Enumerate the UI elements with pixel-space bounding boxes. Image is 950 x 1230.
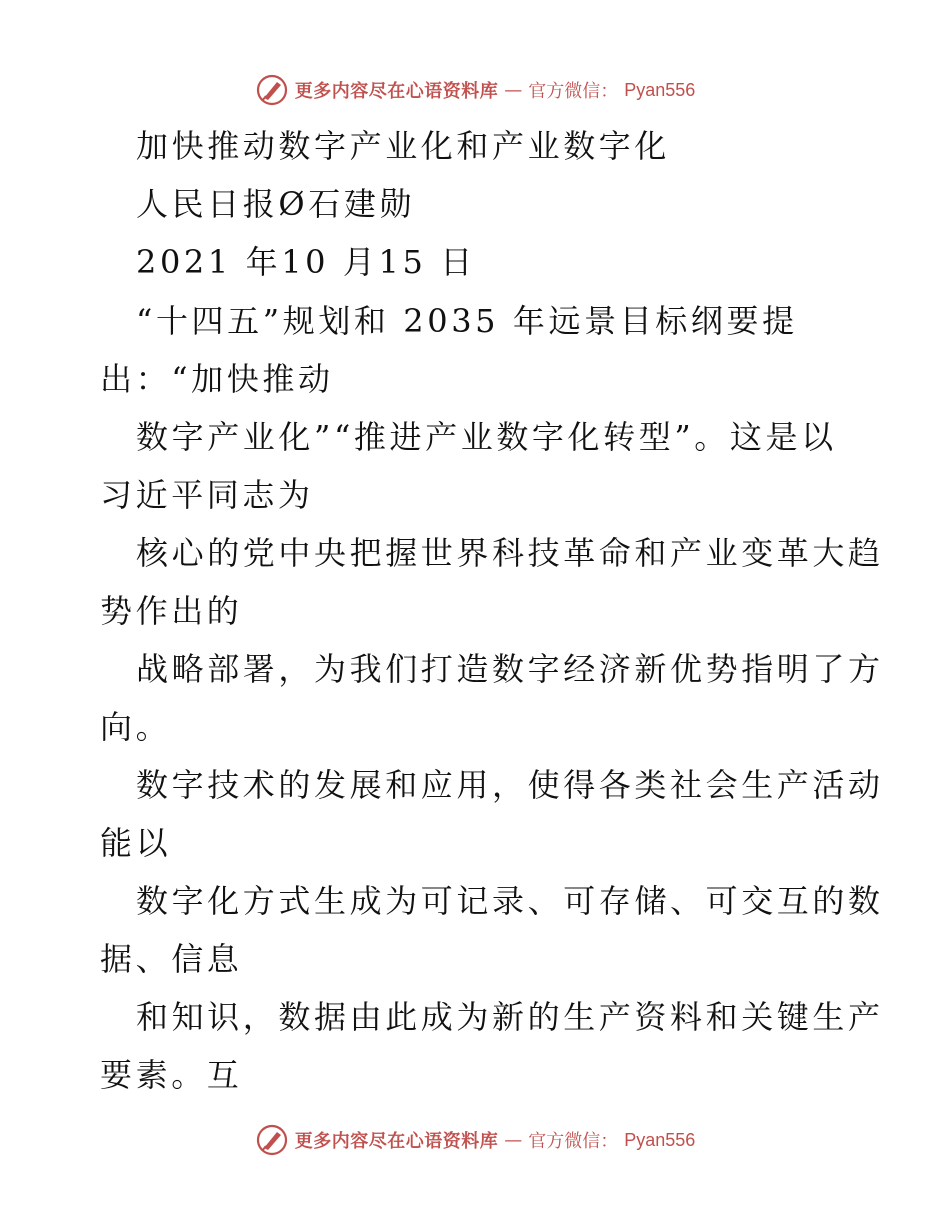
- paragraph-line: 习近平同志为: [100, 476, 314, 514]
- paragraph-line: “十四五”规划和 2035 年远景目标纲要提: [136, 302, 798, 340]
- document-byline: 人民日报Ø石建勋: [136, 185, 416, 223]
- paragraph-line: 能以: [100, 824, 172, 862]
- watermark-wechat-label: 官方微信：: [528, 81, 619, 102]
- paragraph-line: 战略部署，为我们打造数字经济新优势指明了方: [136, 650, 884, 688]
- paragraph-line: 据、信息: [100, 940, 243, 978]
- paragraph-line: 出：“加快推动: [100, 360, 334, 398]
- watermark-separator: —: [504, 79, 523, 101]
- paragraph-line: 核心的党中央把握世界科技革命和产业变革大趋: [136, 534, 884, 572]
- document-title: 加快推动数字产业化和产业数字化: [136, 127, 671, 165]
- footer-watermark: [0, 1120, 950, 1160]
- paragraph-line: 数字技术的发展和应用，使得各类社会生产活动: [136, 766, 884, 804]
- watermark-wechat-id: Pyan556: [624, 79, 696, 100]
- watermark-separator: —: [504, 1129, 523, 1151]
- watermark-text: 更多内容尽在心语资料库: [294, 1131, 499, 1152]
- watermark-text: 更多内容尽在心语资料库: [294, 81, 499, 102]
- paragraph-line: 数字产业化”“推进产业数字化转型”。这是以: [136, 418, 837, 456]
- watermark-wechat-label: 官方微信：: [528, 1131, 619, 1152]
- paragraph-line: 势作出的: [100, 592, 243, 630]
- paragraph-line: 和知识，数据由此成为新的生产资料和关键生产: [136, 998, 884, 1036]
- paragraph-line: 向。: [100, 708, 172, 746]
- paragraph-line: 数字化方式生成为可记录、可存储、可交互的数: [136, 882, 884, 920]
- document-date: 2021 年10 月15 日: [136, 243, 476, 281]
- paragraph-line: 要素。互: [100, 1056, 243, 1094]
- quill-logo-icon: [255, 1123, 289, 1157]
- watermark-wechat-id: Pyan556: [624, 1129, 696, 1150]
